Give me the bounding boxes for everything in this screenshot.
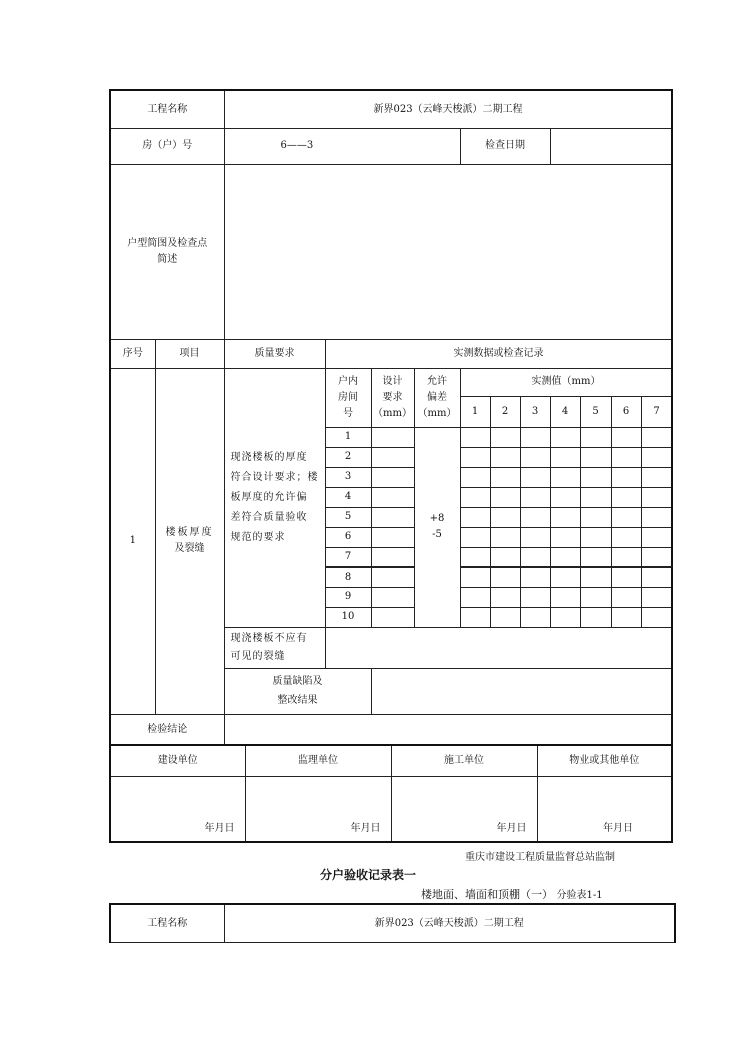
- measure-cell[interactable]: [641, 547, 672, 567]
- row1-seq: 1: [110, 368, 155, 714]
- measure-cell[interactable]: [460, 507, 490, 527]
- measure-cell[interactable]: [611, 527, 641, 547]
- header-measured: 实测数据或检查记录: [325, 339, 672, 368]
- design-line: （mm）: [373, 407, 412, 419]
- measure-cell[interactable]: [460, 427, 490, 447]
- measure-cell[interactable]: [460, 447, 490, 467]
- form2-table: [109, 903, 676, 943]
- unit-value: 6——3: [224, 128, 460, 164]
- measure-cell[interactable]: [550, 487, 580, 507]
- signature-date-row: [110, 776, 672, 842]
- form2-title: 分户验收记录表一: [320, 868, 417, 882]
- row1-item-line1: 楼板厚度: [165, 527, 214, 538]
- project-label: 工程名称: [110, 90, 224, 128]
- value-col-header: 7: [641, 396, 672, 427]
- value-col-header: 6: [611, 396, 641, 427]
- supervisor-date[interactable]: 年月日: [245, 776, 391, 842]
- measure-cell[interactable]: [550, 527, 580, 547]
- measure-cell[interactable]: [580, 447, 611, 467]
- measure-cell[interactable]: [611, 487, 641, 507]
- room-number: 8: [325, 567, 371, 587]
- form2-project-label: 工程名称: [110, 904, 224, 942]
- room-number: 2: [325, 447, 371, 467]
- measure-cell[interactable]: [580, 607, 611, 627]
- measure-cell[interactable]: [520, 447, 550, 467]
- defects-value[interactable]: [371, 668, 672, 714]
- value-col-header: 3: [520, 396, 550, 427]
- design-line: 要求: [382, 391, 403, 403]
- value-col-header: 5: [580, 396, 611, 427]
- header-quality: 质量要求: [224, 339, 325, 368]
- row1-requirement-1: [224, 368, 325, 627]
- room-line: 户内: [338, 375, 358, 387]
- measure-cell[interactable]: [611, 567, 641, 587]
- measure-cell[interactable]: [550, 467, 580, 487]
- measure-cell[interactable]: [490, 487, 520, 507]
- unit-row: [110, 128, 672, 164]
- inspect-date-label: 检查日期: [460, 128, 550, 164]
- room-number: 5: [325, 507, 371, 527]
- req2-line: 现浇楼板不应有: [230, 632, 308, 644]
- value-col-header: 2: [490, 396, 520, 427]
- signature-header-row: [110, 746, 672, 776]
- measure-cell[interactable]: [641, 587, 672, 607]
- measure-cell[interactable]: [520, 487, 550, 507]
- subheader-row-a: [110, 368, 672, 396]
- signature-table: [109, 746, 673, 843]
- measure-cell[interactable]: [641, 447, 672, 467]
- measure-cell[interactable]: [550, 507, 580, 527]
- subheader-room: [325, 368, 371, 427]
- design-cell[interactable]: [371, 467, 414, 487]
- design-line: 设计: [382, 375, 403, 387]
- measure-cell[interactable]: [490, 567, 520, 587]
- room-number: 7: [325, 547, 371, 567]
- measure-cell[interactable]: [550, 587, 580, 607]
- measure-cell[interactable]: [641, 467, 672, 487]
- measure-cell[interactable]: [580, 547, 611, 567]
- contractor-date[interactable]: 年月日: [391, 776, 537, 842]
- builder-date[interactable]: 年月日: [110, 776, 245, 842]
- measure-cell[interactable]: [460, 487, 490, 507]
- design-cell[interactable]: [371, 447, 414, 467]
- measure-cell[interactable]: [550, 567, 580, 587]
- property-label: 物业或其他单位: [537, 746, 672, 776]
- subheader-design: [371, 368, 414, 427]
- measure-cell[interactable]: [611, 607, 641, 627]
- room-number: 1: [325, 427, 371, 447]
- measure-cell[interactable]: [550, 547, 580, 567]
- room-number: 3: [325, 467, 371, 487]
- measure-cell[interactable]: [460, 467, 490, 487]
- value-col-header: 4: [550, 396, 580, 427]
- conclusion-row: [110, 714, 672, 745]
- measure-cell[interactable]: [460, 587, 490, 607]
- row1-requirement-2: [224, 627, 325, 668]
- contractor-label: 施工单位: [391, 746, 537, 776]
- tolerance-line: 偏差: [427, 391, 447, 403]
- supervisor-label: 监理单位: [245, 746, 391, 776]
- room-line: 房间: [338, 391, 358, 403]
- measure-cell[interactable]: [490, 527, 520, 547]
- room-number: 10: [325, 607, 371, 627]
- measure-cell[interactable]: [460, 607, 490, 627]
- measure-cell[interactable]: [611, 547, 641, 567]
- tolerance-value: [414, 427, 460, 627]
- measure-cell[interactable]: [580, 507, 611, 527]
- design-cell[interactable]: [371, 587, 414, 607]
- measure-cell[interactable]: [490, 507, 520, 527]
- form2: [109, 903, 674, 943]
- tolerance-plus: +8: [429, 513, 445, 524]
- form2-subtitle: [421, 886, 603, 902]
- form2-project-value: 新界023（云峰天梭派）二期工程: [224, 904, 675, 942]
- measure-cell[interactable]: [580, 587, 611, 607]
- req1-line: 差符合质量验收: [230, 511, 308, 523]
- property-date[interactable]: 年月日: [537, 776, 672, 842]
- unit-label: 房（户）号: [110, 128, 224, 164]
- layout-label-line1: 户型简图及检查点: [127, 237, 208, 249]
- measure-cell[interactable]: [641, 607, 672, 627]
- measure-cell[interactable]: [490, 607, 520, 627]
- layout-row: [110, 164, 672, 339]
- measure-cell[interactable]: [641, 567, 672, 587]
- header-item: 项目: [155, 339, 224, 368]
- defects-line: 整改结果: [277, 695, 318, 706]
- measure-cell[interactable]: [580, 527, 611, 547]
- crack-record-cell[interactable]: [325, 627, 672, 668]
- measure-cell[interactable]: [611, 427, 641, 447]
- form2-subtitle-code: 分验表1-1: [556, 890, 603, 901]
- measure-cell[interactable]: [520, 507, 550, 527]
- measure-cell[interactable]: [580, 567, 611, 587]
- measure-cell[interactable]: [520, 587, 550, 607]
- measure-cell[interactable]: [641, 487, 672, 507]
- layout-label: [110, 164, 224, 339]
- measure-cell[interactable]: [580, 467, 611, 487]
- builder-label: 建设单位: [110, 746, 245, 776]
- measure-cell[interactable]: [490, 447, 520, 467]
- design-cell[interactable]: [371, 547, 414, 567]
- form2-project-row: [110, 904, 675, 942]
- layout-sketch-area[interactable]: [224, 164, 672, 339]
- defects-line: 质量缺陷及: [272, 676, 323, 687]
- measure-cell[interactable]: [490, 587, 520, 607]
- measure-cell[interactable]: [520, 567, 550, 587]
- inspection-form: [109, 89, 671, 843]
- design-cell[interactable]: [371, 527, 414, 547]
- measure-cell[interactable]: [490, 547, 520, 567]
- footer-note: 重庆市建设工程质量监督总站监制: [465, 852, 615, 863]
- measure-cell[interactable]: [460, 527, 490, 547]
- req2-line: 可见的裂缝: [230, 650, 286, 662]
- tolerance-line: 允许: [427, 375, 447, 387]
- req1-line: 板厚度的允许偏: [230, 491, 308, 503]
- measure-cell[interactable]: [611, 467, 641, 487]
- measure-cell[interactable]: [641, 427, 672, 447]
- measure-cell[interactable]: [490, 427, 520, 447]
- header-row: [110, 339, 672, 368]
- measure-cell[interactable]: [460, 547, 490, 567]
- room-number: 9: [325, 587, 371, 607]
- measure-cell[interactable]: [520, 427, 550, 447]
- measure-cell[interactable]: [611, 447, 641, 467]
- room-line: 号: [343, 407, 353, 419]
- layout-label-line2: 简述: [157, 253, 178, 265]
- inspect-date-value[interactable]: [550, 128, 672, 164]
- measure-cell[interactable]: [550, 427, 580, 447]
- row1-item-line2: 及裂缝: [174, 543, 205, 554]
- tolerance-minus: -5: [432, 529, 442, 540]
- project-row: [110, 90, 672, 128]
- design-cell[interactable]: [371, 507, 414, 527]
- req1-line: 规范的要求: [230, 531, 286, 543]
- conclusion-label: 检验结论: [110, 714, 224, 745]
- measure-cell[interactable]: [580, 487, 611, 507]
- subheader-values: 实测值（mm）: [460, 368, 672, 396]
- value-col-header: 1: [460, 396, 490, 427]
- measure-cell[interactable]: [520, 467, 550, 487]
- design-cell[interactable]: [371, 607, 414, 627]
- row1-item: [155, 368, 224, 714]
- subheader-tolerance: [414, 368, 460, 427]
- design-cell[interactable]: [371, 567, 414, 587]
- measure-cell[interactable]: [580, 427, 611, 447]
- design-cell[interactable]: [371, 427, 414, 447]
- conclusion-value[interactable]: [224, 714, 672, 745]
- defects-label: [224, 668, 371, 714]
- measure-cell[interactable]: [520, 607, 550, 627]
- req1-line: 现浇楼板的厚度: [230, 451, 308, 463]
- room-number: 4: [325, 487, 371, 507]
- header-seq: 序号: [110, 339, 155, 368]
- measure-cell[interactable]: [641, 527, 672, 547]
- project-value: 新界023（云峰天梭派）二期工程: [224, 90, 672, 128]
- measure-cell[interactable]: [611, 587, 641, 607]
- req1-line: 符合设计要求；楼: [230, 471, 319, 483]
- room-number: 6: [325, 527, 371, 547]
- measure-cell[interactable]: [490, 467, 520, 487]
- measure-cell[interactable]: [550, 607, 580, 627]
- tolerance-line: （mm）: [417, 407, 457, 419]
- measure-cell[interactable]: [520, 527, 550, 547]
- measure-cell[interactable]: [550, 447, 580, 467]
- measure-cell[interactable]: [611, 507, 641, 527]
- measure-cell[interactable]: [641, 507, 672, 527]
- measure-cell[interactable]: [520, 547, 550, 567]
- form2-subtitle-text: 楼地面、墙面和顶棚（一）: [421, 888, 553, 901]
- form-table: [109, 89, 673, 746]
- measure-cell[interactable]: [460, 567, 490, 587]
- design-cell[interactable]: [371, 487, 414, 507]
